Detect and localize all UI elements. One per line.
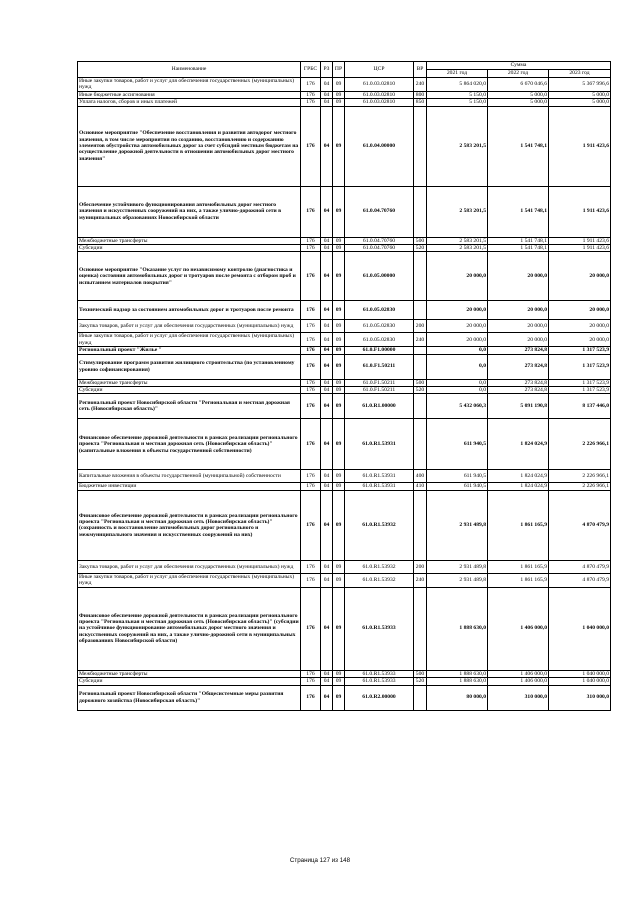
row-rz: 04 <box>321 301 333 320</box>
row-csr: 61.0.04.70760 <box>345 245 414 252</box>
row-rz: 04 <box>321 347 333 354</box>
table-row <box>78 245 611 252</box>
row-sum-2021: 20 000,0 <box>427 320 488 333</box>
row-rz: 04 <box>321 678 333 685</box>
row-name: Иные закупки товаров, работ и услуг для обеспечения государственных (муниципальных) нужд <box>78 78 301 92</box>
row-grbs: 176 <box>301 490 321 560</box>
row-sum-2022: 1 541 748,1 <box>488 186 549 237</box>
row-vr <box>414 252 427 301</box>
row-vr <box>414 490 427 560</box>
row-sum-2021: 0,0 <box>427 379 488 386</box>
row-sum-2021: 611 940,5 <box>427 419 488 470</box>
table-row <box>78 387 611 394</box>
row-rz: 04 <box>321 245 333 252</box>
row-sum-2022: 273 824,8 <box>488 387 549 394</box>
row-sum-2023: 1 317 523,9 <box>549 347 611 354</box>
table-row <box>78 333 611 347</box>
row-pr: 09 <box>333 394 345 419</box>
row-pr: 09 <box>333 670 345 677</box>
row-sum-2022: 1 824 024,9 <box>488 470 549 483</box>
row-sum-2021: 5 150,0 <box>427 99 488 106</box>
row-csr: 61.0.R2.00000 <box>345 685 414 710</box>
row-sum-2023: 4 870 479,9 <box>549 560 611 573</box>
row-pr: 09 <box>333 387 345 394</box>
row-grbs: 176 <box>301 301 321 320</box>
row-sum-2023: 5 367 996,6 <box>549 78 611 92</box>
row-sum-2021: 611 940,5 <box>427 483 488 490</box>
row-rz: 04 <box>321 419 333 470</box>
row-grbs: 176 <box>301 470 321 483</box>
row-pr: 09 <box>333 237 345 244</box>
row-pr: 09 <box>333 78 345 92</box>
row-sum-2023: 1 911 423,6 <box>549 237 611 244</box>
row-grbs: 176 <box>301 419 321 470</box>
row-vr <box>414 587 427 670</box>
row-vr <box>414 685 427 710</box>
row-rz: 04 <box>321 252 333 301</box>
row-sum-2021: 5 864 020,0 <box>427 78 488 92</box>
row-grbs: 176 <box>301 333 321 347</box>
header-sum: Сумма <box>427 62 611 70</box>
row-csr: 61.0.F1.50211 <box>345 379 414 386</box>
row-sum-2021: 2 931 489,8 <box>427 560 488 573</box>
row-name: Межбюджетные трансферты <box>78 379 301 386</box>
table-row <box>78 78 611 92</box>
row-sum-2023: 1 317 523,9 <box>549 387 611 394</box>
row-vr <box>414 354 427 379</box>
row-pr: 09 <box>333 470 345 483</box>
row-sum-2023: 20 000,0 <box>549 252 611 301</box>
row-sum-2023: 2 226 966,1 <box>549 470 611 483</box>
row-pr: 09 <box>333 483 345 490</box>
row-pr: 09 <box>333 587 345 670</box>
row-vr: 200 <box>414 560 427 573</box>
row-sum-2022: 1 406 000,0 <box>488 587 549 670</box>
row-csr: 61.0.04.70760 <box>345 237 414 244</box>
row-sum-2022: 20 000,0 <box>488 320 549 333</box>
row-grbs: 176 <box>301 670 321 677</box>
header-pr: ПР <box>333 62 345 78</box>
page-footer: Страница 127 из 148 <box>289 857 351 864</box>
table-row <box>78 320 611 333</box>
row-name: Капитальные вложения в объекты государственной (муниципальной) собственности <box>78 470 301 483</box>
row-grbs: 176 <box>301 186 321 237</box>
row-sum-2022: 1 824 024,9 <box>488 419 549 470</box>
row-csr: 61.0.R1.53931 <box>345 419 414 470</box>
row-grbs: 176 <box>301 91 321 98</box>
row-vr: 240 <box>414 333 427 347</box>
row-name: Иные закупки товаров, работ и услуг для обеспечения государственных (муниципальных) нужд <box>78 573 301 587</box>
row-sum-2022: 1 824 024,9 <box>488 483 549 490</box>
header-csr: ЦСР <box>345 62 414 78</box>
row-pr: 09 <box>333 685 345 710</box>
row-rz: 04 <box>321 333 333 347</box>
row-name: Стимулирование программ развития жилищного строительства (по установленному уровню софинансирования) <box>78 354 301 379</box>
row-vr: 850 <box>414 99 427 106</box>
row-sum-2021: 5 432 060,3 <box>427 394 488 419</box>
header-year-2022: 2022 год <box>488 70 549 78</box>
row-grbs: 176 <box>301 387 321 394</box>
table-body <box>78 78 611 711</box>
row-vr: 520 <box>414 678 427 685</box>
row-name: Региональный проект Новосибирской области "Региональная и местная дорожная сеть (Новосибирская область)" <box>78 394 301 419</box>
row-grbs: 176 <box>301 587 321 670</box>
row-pr: 09 <box>333 490 345 560</box>
table-row <box>78 470 611 483</box>
row-sum-2022: 1 861 165,9 <box>488 573 549 587</box>
row-name: Закупка товаров, работ и услуг для обеспечения государственных (муниципальных) нужд <box>78 320 301 333</box>
row-pr: 09 <box>333 354 345 379</box>
row-grbs: 176 <box>301 99 321 106</box>
row-sum-2023: 1 040 000,0 <box>549 670 611 677</box>
row-sum-2023: 4 870 479,9 <box>549 573 611 587</box>
row-rz: 04 <box>321 106 333 186</box>
row-csr: 61.0.F1.50211 <box>345 387 414 394</box>
row-rz: 04 <box>321 237 333 244</box>
row-csr: 61.0.05.02830 <box>345 333 414 347</box>
row-pr: 09 <box>333 560 345 573</box>
row-sum-2021: 0,0 <box>427 347 488 354</box>
row-sum-2021: 2 583 201,5 <box>427 237 488 244</box>
table-row <box>78 573 611 587</box>
table-row <box>78 394 611 419</box>
row-vr: 400 <box>414 470 427 483</box>
row-pr: 09 <box>333 245 345 252</box>
row-name: Технический надзор за состоянием автомобильных дорог и тротуаров после ремонта <box>78 301 301 320</box>
row-rz: 04 <box>321 387 333 394</box>
row-csr: 61.0.F1.00000 <box>345 347 414 354</box>
row-sum-2021: 1 888 630,0 <box>427 587 488 670</box>
row-sum-2023: 1 911 423,6 <box>549 106 611 186</box>
row-pr: 09 <box>333 347 345 354</box>
table-row <box>78 252 611 301</box>
row-grbs: 176 <box>301 394 321 419</box>
header-vr: ВР <box>414 62 427 78</box>
row-sum-2022: 5 000,0 <box>488 91 549 98</box>
budget-table <box>77 61 611 711</box>
row-vr: 500 <box>414 379 427 386</box>
row-rz: 04 <box>321 560 333 573</box>
table-row <box>78 379 611 386</box>
row-csr: 61.0.R1.53932 <box>345 490 414 560</box>
row-sum-2023: 8 137 446,0 <box>549 394 611 419</box>
table-row <box>78 483 611 490</box>
table-row <box>78 106 611 186</box>
row-rz: 04 <box>321 78 333 92</box>
row-rz: 04 <box>321 470 333 483</box>
row-name: Иные закупки товаров, работ и услуг для обеспечения государственных (муниципальных) нужд <box>78 333 301 347</box>
row-vr: 240 <box>414 573 427 587</box>
row-name: Финансовое обеспечение дорожной деятельности в рамках реализации регионального проекта "Региональная и местная дорожная сеть (Новосибирская область)" (субсидии на устойчивое функционирование автомобильных дорог местного значения и искусственных сооружений на них, а также улично-дорожной сети в муниципальных образованиях Новосибирской области) <box>78 587 301 670</box>
row-vr <box>414 186 427 237</box>
row-sum-2021: 20 000,0 <box>427 333 488 347</box>
row-sum-2023: 20 000,0 <box>549 320 611 333</box>
row-sum-2023: 1 317 523,9 <box>549 354 611 379</box>
row-sum-2022: 5 091 190,8 <box>488 394 549 419</box>
row-name: Финансовое обеспечение дорожной деятельности в рамках реализации регионального проекта "Региональная и местная дорожная сеть (Новосибирская область)" (капитальные вложения в объекты государственной собственности) <box>78 419 301 470</box>
row-pr: 09 <box>333 252 345 301</box>
row-sum-2022: 1 861 165,9 <box>488 560 549 573</box>
row-rz: 04 <box>321 394 333 419</box>
table-row <box>78 347 611 354</box>
row-csr: 61.0.R1.53933 <box>345 587 414 670</box>
row-pr: 09 <box>333 320 345 333</box>
row-sum-2023: 1 317 523,9 <box>549 379 611 386</box>
row-sum-2023: 1 911 423,6 <box>549 245 611 252</box>
row-rz: 04 <box>321 685 333 710</box>
row-sum-2023: 1 911 423,6 <box>549 186 611 237</box>
row-name: Субсидии <box>78 245 301 252</box>
row-sum-2022: 273 824,8 <box>488 354 549 379</box>
row-pr: 09 <box>333 106 345 186</box>
row-grbs: 176 <box>301 560 321 573</box>
row-sum-2023: 20 000,0 <box>549 333 611 347</box>
table-row <box>78 587 611 670</box>
row-rz: 04 <box>321 99 333 106</box>
row-name: Субсидии <box>78 678 301 685</box>
header-rz: РЗ <box>321 62 333 78</box>
row-grbs: 176 <box>301 685 321 710</box>
row-rz: 04 <box>321 320 333 333</box>
row-vr <box>414 419 427 470</box>
row-sum-2023: 20 000,0 <box>549 301 611 320</box>
header-year-2021: 2021 год <box>427 70 488 78</box>
table-row <box>78 91 611 98</box>
row-sum-2022: 1 541 748,1 <box>488 106 549 186</box>
row-name: Закупка товаров, работ и услуг для обеспечения государственных (муниципальных) нужд <box>78 560 301 573</box>
row-name: Иные бюджетные ассигнования <box>78 91 301 98</box>
row-csr: 61.0.R1.53931 <box>345 483 414 490</box>
row-sum-2022: 1 541 748,1 <box>488 237 549 244</box>
row-vr: 520 <box>414 245 427 252</box>
table-row <box>78 685 611 710</box>
row-vr <box>414 301 427 320</box>
row-sum-2022: 1 406 000,0 <box>488 678 549 685</box>
row-sum-2023: 1 040 000,0 <box>549 678 611 685</box>
row-sum-2021: 80 000,0 <box>427 685 488 710</box>
row-grbs: 176 <box>301 678 321 685</box>
row-name: Региональный проект Новосибирской области "Общесистемные меры развития дорожного хозяйства (Новосибирская область)" <box>78 685 301 710</box>
row-grbs: 176 <box>301 237 321 244</box>
row-sum-2022: 310 000,0 <box>488 685 549 710</box>
row-csr: 61.0.R1.53932 <box>345 573 414 587</box>
row-rz: 04 <box>321 587 333 670</box>
row-pr: 09 <box>333 99 345 106</box>
row-rz: 04 <box>321 483 333 490</box>
row-sum-2022: 6 670 046,6 <box>488 78 549 92</box>
row-sum-2022: 20 000,0 <box>488 301 549 320</box>
row-pr: 09 <box>333 91 345 98</box>
row-sum-2023: 5 000,0 <box>549 99 611 106</box>
row-vr <box>414 394 427 419</box>
row-rz: 04 <box>321 354 333 379</box>
row-sum-2021: 0,0 <box>427 354 488 379</box>
row-csr: 61.0.04.00000 <box>345 106 414 186</box>
row-grbs: 176 <box>301 483 321 490</box>
row-sum-2021: 2 583 201,5 <box>427 106 488 186</box>
row-rz: 04 <box>321 670 333 677</box>
row-vr: 520 <box>414 387 427 394</box>
row-pr: 09 <box>333 301 345 320</box>
row-sum-2021: 0,0 <box>427 387 488 394</box>
row-sum-2023: 4 870 479,9 <box>549 490 611 560</box>
table-row <box>78 670 611 677</box>
row-csr: 61.0.R1.00000 <box>345 394 414 419</box>
table-row <box>78 419 611 470</box>
row-grbs: 176 <box>301 320 321 333</box>
row-grbs: 176 <box>301 245 321 252</box>
row-grbs: 176 <box>301 573 321 587</box>
row-sum-2021: 611 940,5 <box>427 470 488 483</box>
row-grbs: 176 <box>301 106 321 186</box>
row-name: Бюджетные инвестиции <box>78 483 301 490</box>
row-pr: 09 <box>333 678 345 685</box>
row-vr <box>414 347 427 354</box>
header-grbs: ГРБС <box>301 62 321 78</box>
table-row <box>78 301 611 320</box>
row-rz: 04 <box>321 91 333 98</box>
row-sum-2021: 1 888 630,0 <box>427 670 488 677</box>
row-name: Обеспечение устойчивого функционирования автомобильных дорог местного значения и искусственных сооружений на них, а также улично-дорожной сети в муниципальных образованиях Новосибирской области <box>78 186 301 237</box>
row-sum-2022: 273 824,8 <box>488 379 549 386</box>
row-vr: 500 <box>414 670 427 677</box>
row-sum-2021: 1 888 630,0 <box>427 678 488 685</box>
row-csr: 61.0.05.00000 <box>345 252 414 301</box>
row-sum-2022: 1 861 165,9 <box>488 490 549 560</box>
row-sum-2022: 20 000,0 <box>488 333 549 347</box>
row-pr: 09 <box>333 573 345 587</box>
row-vr: 500 <box>414 237 427 244</box>
row-rz: 04 <box>321 490 333 560</box>
row-name: Основное мероприятие "Оказание услуг по независимому контролю (диагностика и оценка) состояния автомобильных дорог и тротуаров после ремонта с отбором проб и испытанием материалов покрытия" <box>78 252 301 301</box>
row-grbs: 176 <box>301 252 321 301</box>
table-row <box>78 678 611 685</box>
row-name: Финансовое обеспечение дорожной деятельности в рамках реализации регионального проекта "Региональная и местная дорожная сеть (Новосибирская область)" (сохранность и восстановление автомобильных дорог регионального и межмуниципального значения и искусственных сооружений на них) <box>78 490 301 560</box>
row-csr: 61.0.03.02810 <box>345 91 414 98</box>
row-vr: 410 <box>414 483 427 490</box>
header-name: Наименование <box>78 62 301 78</box>
row-csr: 61.0.R1.53933 <box>345 670 414 677</box>
row-grbs: 176 <box>301 379 321 386</box>
row-vr: 200 <box>414 320 427 333</box>
row-name: Субсидии <box>78 387 301 394</box>
row-sum-2021: 2 931 489,8 <box>427 490 488 560</box>
row-sum-2022: 20 000,0 <box>488 252 549 301</box>
row-sum-2022: 1 541 748,1 <box>488 245 549 252</box>
row-rz: 04 <box>321 379 333 386</box>
table-row <box>78 560 611 573</box>
row-csr: 61.0.05.02830 <box>345 320 414 333</box>
row-name: Межбюджетные трансферты <box>78 670 301 677</box>
row-grbs: 176 <box>301 78 321 92</box>
row-sum-2021: 2 583 201,5 <box>427 186 488 237</box>
row-sum-2022: 273 824,8 <box>488 347 549 354</box>
row-sum-2023: 1 040 000,0 <box>549 587 611 670</box>
row-csr: 61.0.R1.53931 <box>345 470 414 483</box>
row-name: Основное мероприятие "Обеспечение восстановления и развития автодорог местного значения, в том числе мероприятия по созданию, восстановлению и содержанию элементов обустройства автомобильных дорог за счет субсидий местным бюджетам на осуществление дорожной деятельности в отношении автомобильных дорог местного значения" <box>78 106 301 186</box>
row-sum-2021: 2 583 201,5 <box>427 245 488 252</box>
row-name: Уплата налогов, сборов и иных платежей <box>78 99 301 106</box>
row-name: Региональный проект "Жилье " <box>78 347 301 354</box>
row-pr: 09 <box>333 333 345 347</box>
row-pr: 09 <box>333 419 345 470</box>
row-sum-2022: 1 406 000,0 <box>488 670 549 677</box>
row-name: Межбюджетные трансферты <box>78 237 301 244</box>
row-rz: 04 <box>321 573 333 587</box>
row-pr: 09 <box>333 186 345 237</box>
row-csr: 61.0.R1.53932 <box>345 560 414 573</box>
row-csr: 61.0.03.02810 <box>345 99 414 106</box>
row-sum-2023: 5 000,0 <box>549 91 611 98</box>
budget-table-sheet <box>77 61 610 711</box>
row-vr: 240 <box>414 78 427 92</box>
row-sum-2021: 2 931 489,8 <box>427 573 488 587</box>
row-sum-2021: 5 150,0 <box>427 91 488 98</box>
row-sum-2023: 2 226 966,1 <box>549 419 611 470</box>
row-vr <box>414 106 427 186</box>
row-rz: 04 <box>321 186 333 237</box>
row-grbs: 176 <box>301 347 321 354</box>
row-grbs: 176 <box>301 354 321 379</box>
row-sum-2023: 2 226 966,1 <box>549 483 611 490</box>
row-csr: 61.0.05.02830 <box>345 301 414 320</box>
row-csr: 61.0.03.02810 <box>345 78 414 92</box>
row-pr: 09 <box>333 379 345 386</box>
row-sum-2023: 310 000,0 <box>549 685 611 710</box>
row-csr: 61.0.R1.53933 <box>345 678 414 685</box>
table-row <box>78 354 611 379</box>
table-row <box>78 490 611 560</box>
row-vr: 800 <box>414 91 427 98</box>
table-row <box>78 186 611 237</box>
table-row <box>78 237 611 244</box>
row-sum-2021: 20 000,0 <box>427 252 488 301</box>
row-sum-2021: 20 000,0 <box>427 301 488 320</box>
row-csr: 61.0.04.70760 <box>345 186 414 237</box>
header-year-2023: 2023 год <box>549 70 611 78</box>
table-row <box>78 99 611 106</box>
row-csr: 61.0.F1.50211 <box>345 354 414 379</box>
row-sum-2022: 5 000,0 <box>488 99 549 106</box>
